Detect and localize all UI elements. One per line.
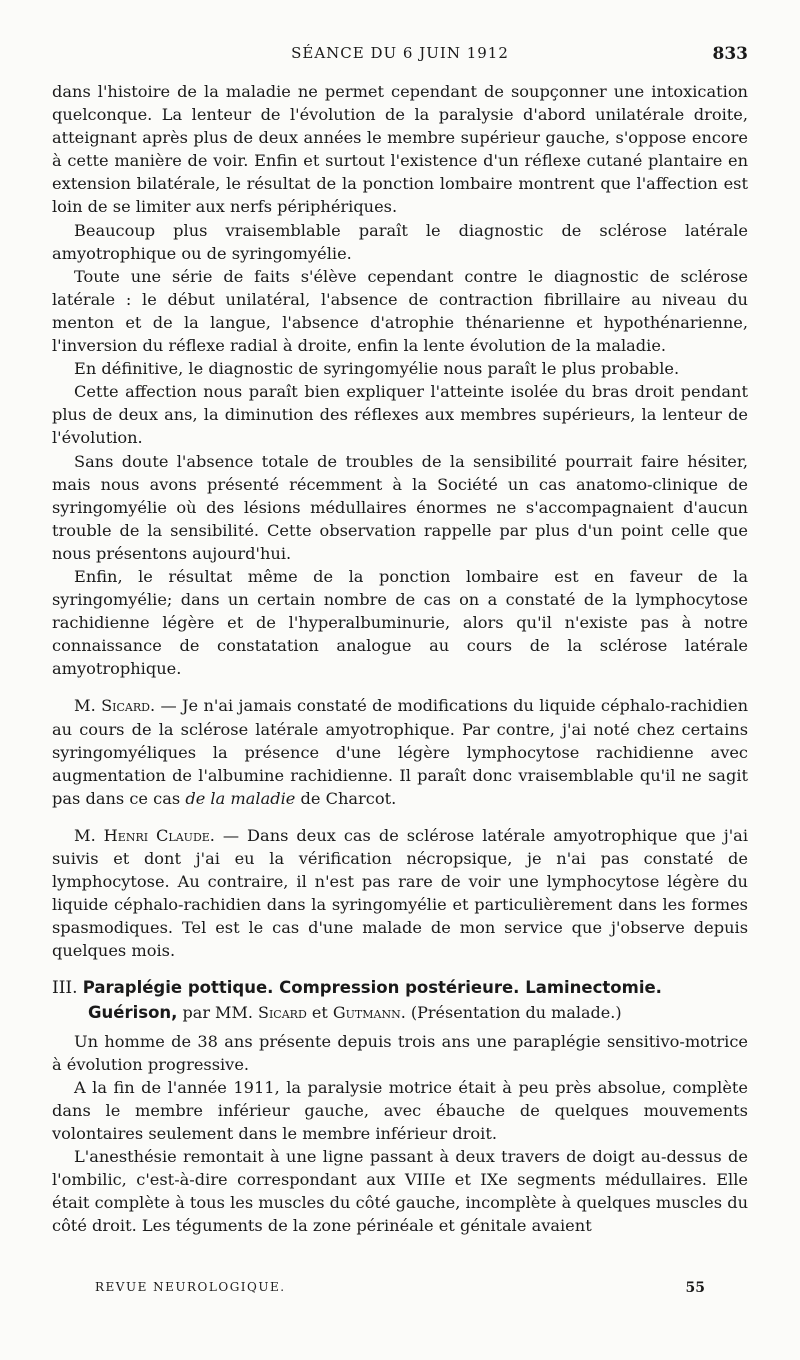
paragraph: Enfin, le résultat même de la ponction lombaire est en faveur de la syringomyélie; dans un certain nombre de cas on a constaté de la lymphocytose rachidienne légère et de l'hyperalbuminurie, alors qu'il n'existe pas à notre connaissance de constatation analogue au cours de la sclérose latérale amyotrophique.	[52, 566, 748, 679]
section-byline: Guérison, par MM. Sicard et Gutmann. (Présentation du malade.)	[88, 1002, 622, 1022]
author-name: Sicard	[258, 1002, 307, 1022]
paragraph: En définitive, le diagnostic de syringomyélie nous paraît le plus probable.	[74, 359, 680, 379]
discussion-text: — Dans deux cas de sclérose latérale amyotrophique que j'ai suivis et dont j'ai eu la vérification nécropsique, je n'ai pas constaté de lymphocytose. Au contraire, il n'est pas rare de voir une lymphocytose légère du liquide céphalo-rachidien dans la syringomyélie et particulièrement dans les formes spasmodiques. Tel est le cas d'une malade de mon service que j'observe depuis quelques mois.	[52, 825, 749, 961]
section-heading	[52, 976, 748, 1023]
section-title-line: Paraplégie pottique. Compression postérieure. Laminectomie.	[82, 978, 662, 998]
discussion-text: de Charcot.	[295, 788, 397, 808]
page-header	[52, 44, 748, 72]
paragraph: Sans doute l'absence totale de troubles de la sensibilité pourrait faire hésiter, mais nous avons présenté récemment à la Société un cas anatomo-clinique de syringomyélie où des lésions médullaires énormes ne s'accompagnaient d'aucun trouble de la sensibilité. Cette observation rappelle par plus d'un point celle que nous présentons aujourd'hui.	[52, 451, 748, 563]
case-paragraph: A la fin de l'année 1911, la paralysie motrice était à peu près absolue, complète dans le membre inférieur gauche, avec ébauche de quelques mouvements volontaires seulement dans le membre inférieur droit.	[52, 1077, 748, 1144]
speaker-name: M. Henri Claude.	[74, 825, 215, 845]
running-title: SÉANCE DU 6 JUIN 1912	[291, 44, 509, 62]
discussion-claude	[52, 824, 748, 963]
paragraph: Beaucoup plus vraisemblable paraît le diagnostic de sclérose latérale amyotrophique ou de syringomyélie.	[52, 220, 748, 263]
journal-name: REVUE NEUROLOGIQUE.	[95, 1280, 286, 1294]
sheet-number: 55	[685, 1280, 705, 1296]
page-body	[52, 80, 748, 1238]
case-paragraph: L'anesthésie remontait à une ligne passant à deux travers de doigt au-dessus de l'ombilic, c'est-à-dire correspondant aux VIIIe et IXe segments médullaires. Elle était complète à tous les muscles du côté gauche, incomplète à quelques muscles du côté droit. Les téguments de la zone périnéale et génitale avaient	[52, 1147, 748, 1236]
section-title-outcome: Guérison,	[88, 1002, 178, 1022]
page-number: 833	[712, 44, 748, 64]
paragraph: dans l'histoire de la maladie ne permet cependant de soupçonner une intoxication quelconque. La lenteur de l'évolution de la paralysie d'abord unilatérale droite, atteignant après plus de deux années le membre supérieur gauche, s'oppose encore à cette manière de voir. Enfin et surtout l'existence d'un réflexe cutané plantaire en extension bilatérale, le résultat de la ponction lombaire montrent que l'affection est loin de se limiter aux nerfs périphériques.	[52, 82, 748, 217]
discussion-sicard	[52, 694, 748, 809]
discussion-text: — Je n'ai jamais constaté de modifications du liquide céphalo-rachidien au cours de la sclérose latérale amyotrophique. Par contre, j'ai noté chez certains syringomyéliques la présence d'une légère lymphocytose rachidienne avec augmentation de l'albumine rachidienne. Il paraît donc vraisemblable qu'il ne sagit pas dans ce cas	[52, 696, 748, 808]
discussion-italic: de la maladie	[185, 788, 296, 808]
case-paragraph: Un homme de 38 ans présente depuis trois ans une paraplégie sensitivo-motrice à évolution progressive.	[52, 1031, 748, 1074]
section-number: III.	[52, 978, 78, 999]
paragraph: Cette affection nous paraît bien expliquer l'atteinte isolée du bras droit pendant plus de deux ans, la diminution des réflexes aux membres supérieurs, la lenteur de l'évolution.	[52, 382, 748, 448]
speaker-name: M. Sicard.	[74, 696, 156, 716]
author-name: Gutmann	[332, 1002, 401, 1022]
paragraph: Toute une série de faits s'élève cependant contre le diagnostic de sclérose latérale : le début unilatéral, l'absence de contraction fibrillaire au niveau du menton et de la langue, l'absence d'atrophie thénarienne et hypothénarienne, l'inversion du réflexe radial à droite, enfin la lente évolution de la maladie.	[52, 266, 748, 356]
page-footer	[95, 1280, 705, 1302]
